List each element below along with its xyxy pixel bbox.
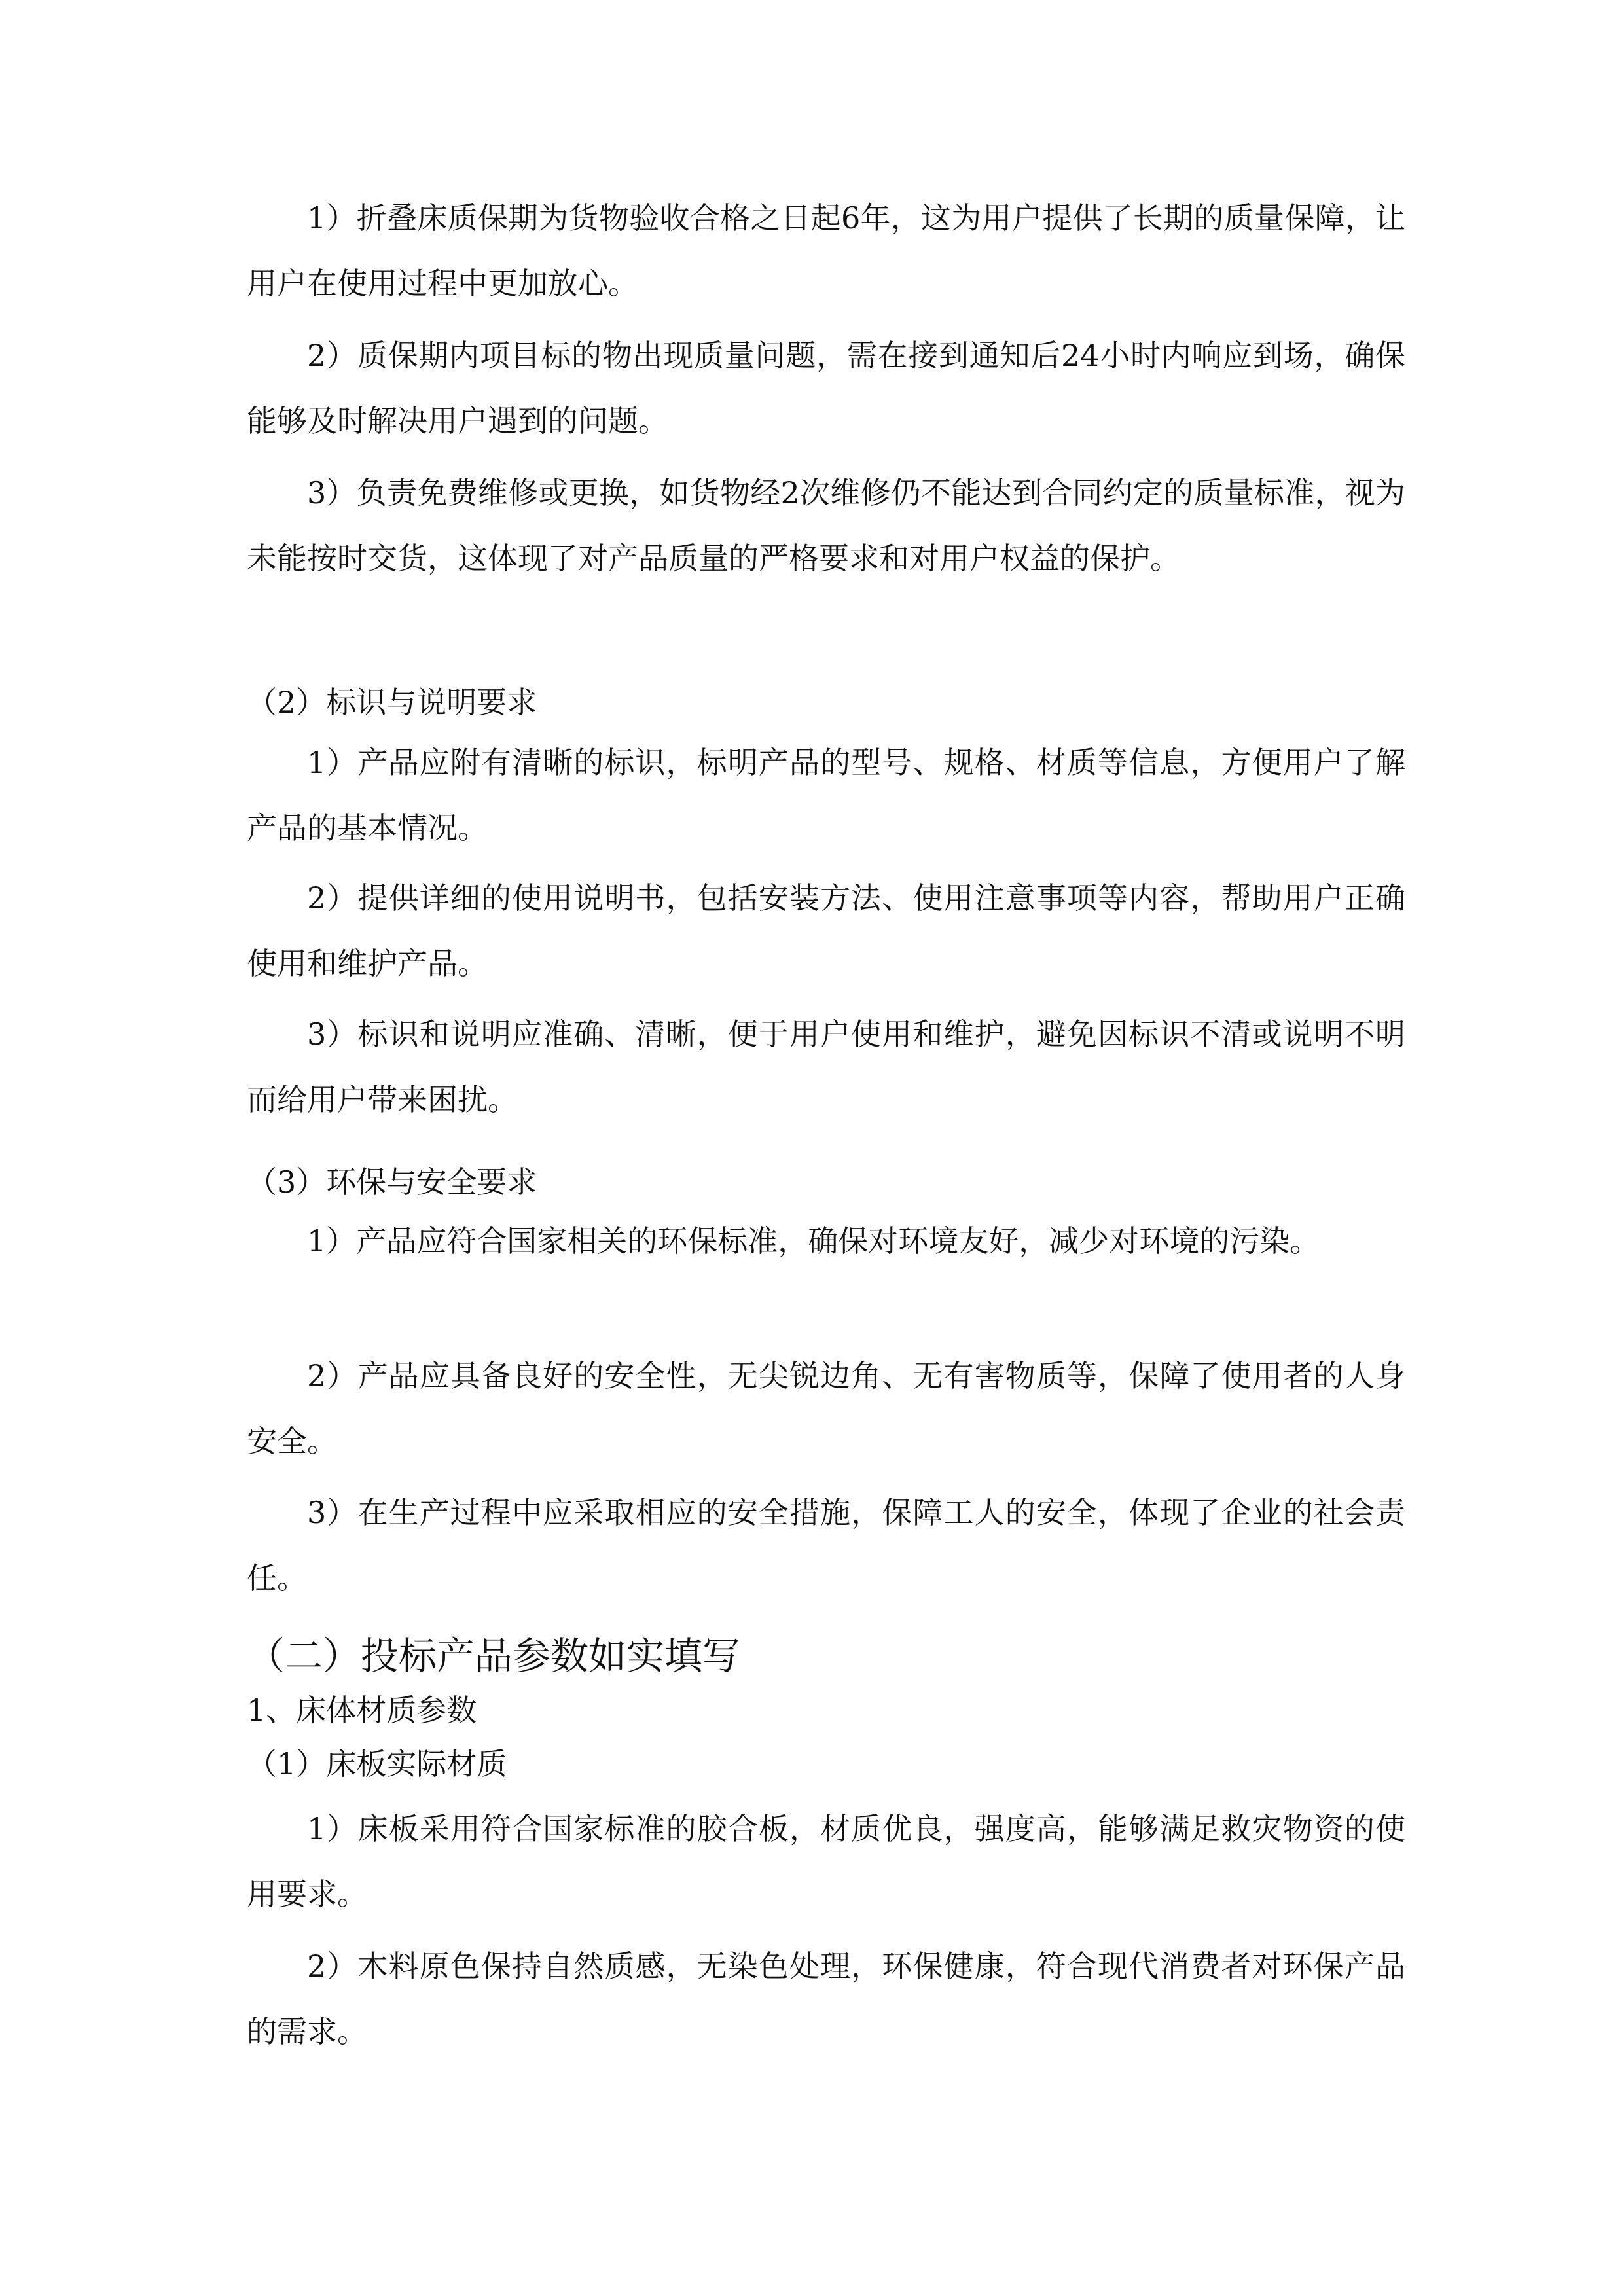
paragraph-product-label: 1）产品应附有清晰的标识，标明产品的型号、规格、材质等信息，方便用户了解产品的基本情况。 — [247, 745, 1405, 846]
paragraph-production-safety: 3）在生产过程中应采取相应的安全措施，保障工人的安全，体现了企业的社会责任。 — [247, 1495, 1405, 1596]
section-title-product-parameters: （二）投标产品参数如实填写 — [247, 1634, 741, 1678]
paragraph-natural-wood: 2）木料原色保持自然质感，无染色处理，环保健康，符合现代消费者对环保产品的需求。 — [247, 1948, 1405, 2049]
paragraph-manual: 2）提供详细的使用说明书，包括安装方法、使用注意事项等内容，帮助用户正确使用和维护产品。 — [247, 880, 1405, 981]
paragraph-response-time: 2）质保期内项目标的物出现质量问题，需在接到通知后24小时内响应到场，确保能够及时解决用户遇到的问题。 — [247, 338, 1405, 439]
heading-label-requirements: （2）标识与说明要求 — [247, 685, 537, 720]
paragraph-warranty-period: 1）折叠床质保期为货物验收合格之日起6年，这为用户提供了长期的质量保障，让用户在使用过程中更加放心。 — [247, 200, 1405, 301]
paragraph-label-clarity: 3）标识和说明应准确、清晰，便于用户使用和维护，避免因标识不清或说明不明而给用户带来困扰。 — [247, 1016, 1405, 1117]
heading-environment-safety: （3）环保与安全要求 — [247, 1164, 537, 1200]
paragraph-product-safety: 2）产品应具备良好的安全性，无尖锐边角、无有害物质等，保障了使用者的人身安全。 — [247, 1358, 1405, 1459]
paragraph-plywood: 1）床板采用符合国家标准的胶合板，材质优良，强度高，能够满足救灾物资的使用要求。 — [247, 1811, 1405, 1912]
heading-bed-board-material: （1）床板实际材质 — [247, 1746, 507, 1782]
heading-bed-material-parameters: 1、床体材质参数 — [247, 1693, 477, 1728]
paragraph-environmental-standard: 1）产品应符合国家相关的环保标准，确保对环境友好，减少对环境的污染。 — [307, 1223, 1320, 1259]
paragraph-free-repair: 3）负责免费维修或更换，如货物经2次维修仍不能达到合同约定的质量标准，视为未能按时交货，这体现了对产品质量的严格要求和对用户权益的保护。 — [247, 475, 1405, 576]
